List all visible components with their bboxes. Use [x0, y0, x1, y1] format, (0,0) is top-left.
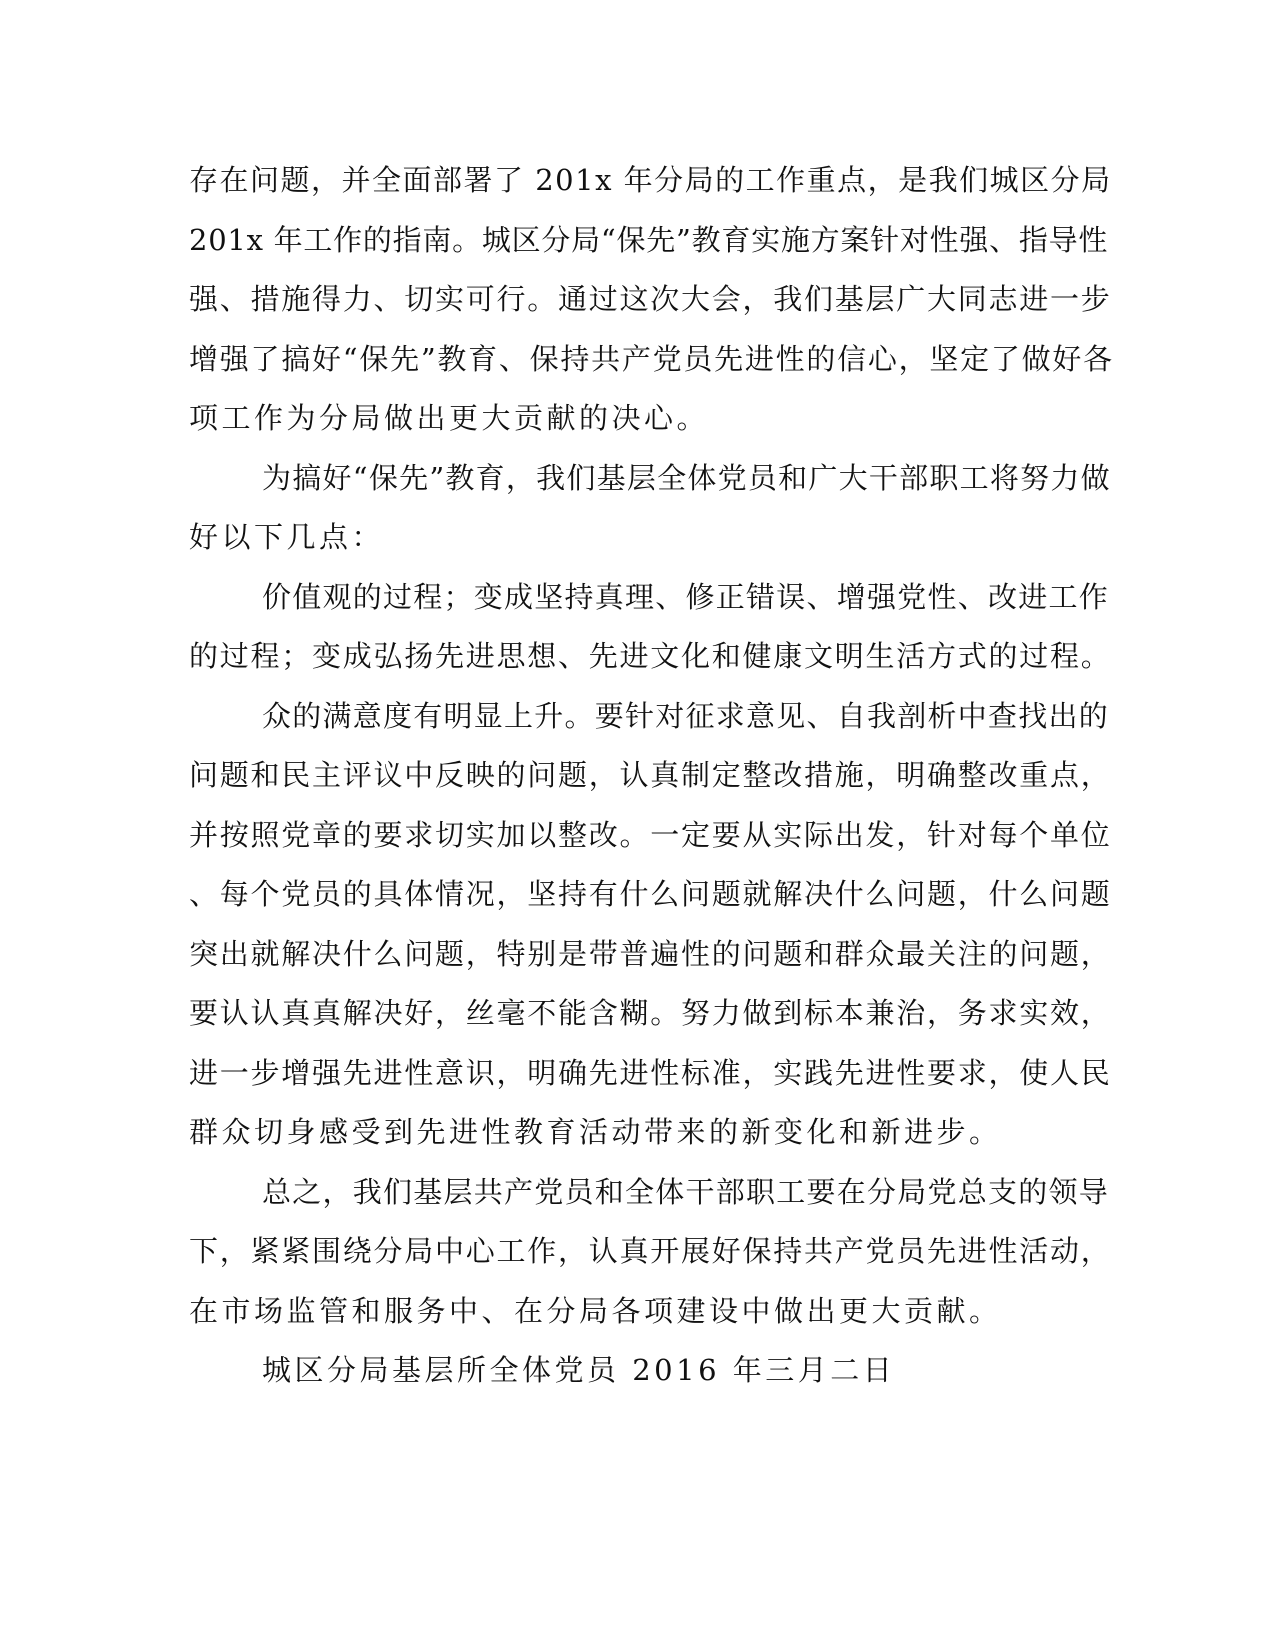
text-line: 总之，我们基层共产党员和全体干部职工要在分局党总支的领导	[262, 1175, 1110, 1209]
text-line: 问题和民主评议中反映的问题，认真制定整改措施，明确整改重点，	[189, 758, 1112, 792]
text-line: 并按照党章的要求切实加以整改。一定要从实际出发，针对每个单位	[189, 818, 1112, 852]
text-line: 众的满意度有明显上升。要针对征求意见、自我剖析中查找出的	[262, 699, 1110, 733]
text-line: 增强了搞好“保先”教育、保持共产党员先进性的信心，坚定了做好各	[189, 342, 1114, 376]
text-line: 好以下几点：	[189, 520, 385, 554]
text-line: 的过程；变成弘扬先进思想、先进文化和健康文明生活方式的过程。	[189, 639, 1112, 673]
text-line: 进一步增强先进性意识，明确先进性标准，实践先进性要求，使人民	[189, 1056, 1112, 1090]
text-line: 201x 年工作的指南。城区分局“保先”教育实施方案针对性强、指导性	[189, 223, 1109, 257]
text-line: 下，紧紧围绕分局中心工作，认真开展好保持共产党员先进性活动，	[189, 1234, 1112, 1268]
text-line: 要认认真真解决好，丝毫不能含糊。努力做到标本兼治，务求实效，	[189, 996, 1112, 1030]
text-line: 在市场监管和服务中、在分局各项建设中做出更大贡献。	[189, 1294, 1002, 1328]
text-line: 项工作为分局做出更大贡献的决心。	[189, 401, 710, 435]
text-line: 、每个党员的具体情况，坚持有什么问题就解决什么问题，什么问题	[189, 877, 1112, 911]
text-line: 为搞好“保先”教育，我们基层全体党员和广大干部职工将努力做	[262, 461, 1111, 495]
text-line: 突出就解决什么问题，特别是带普遍性的问题和群众最关注的问题，	[189, 937, 1112, 971]
text-line: 强、措施得力、切实可行。通过这次大会，我们基层广大同志进一步	[189, 282, 1112, 316]
text-line: 群众切身感受到先进性教育活动带来的新变化和新进步。	[189, 1115, 1002, 1149]
text-line: 价值观的过程；变成坚持真理、修正错误、增强党性、改进工作	[262, 580, 1110, 614]
signature-line: 城区分局基层所全体党员 2016 年三月二日	[262, 1353, 896, 1387]
text-line: 存在问题，并全面部署了 201x 年分局的工作重点，是我们城区分局	[189, 163, 1112, 197]
